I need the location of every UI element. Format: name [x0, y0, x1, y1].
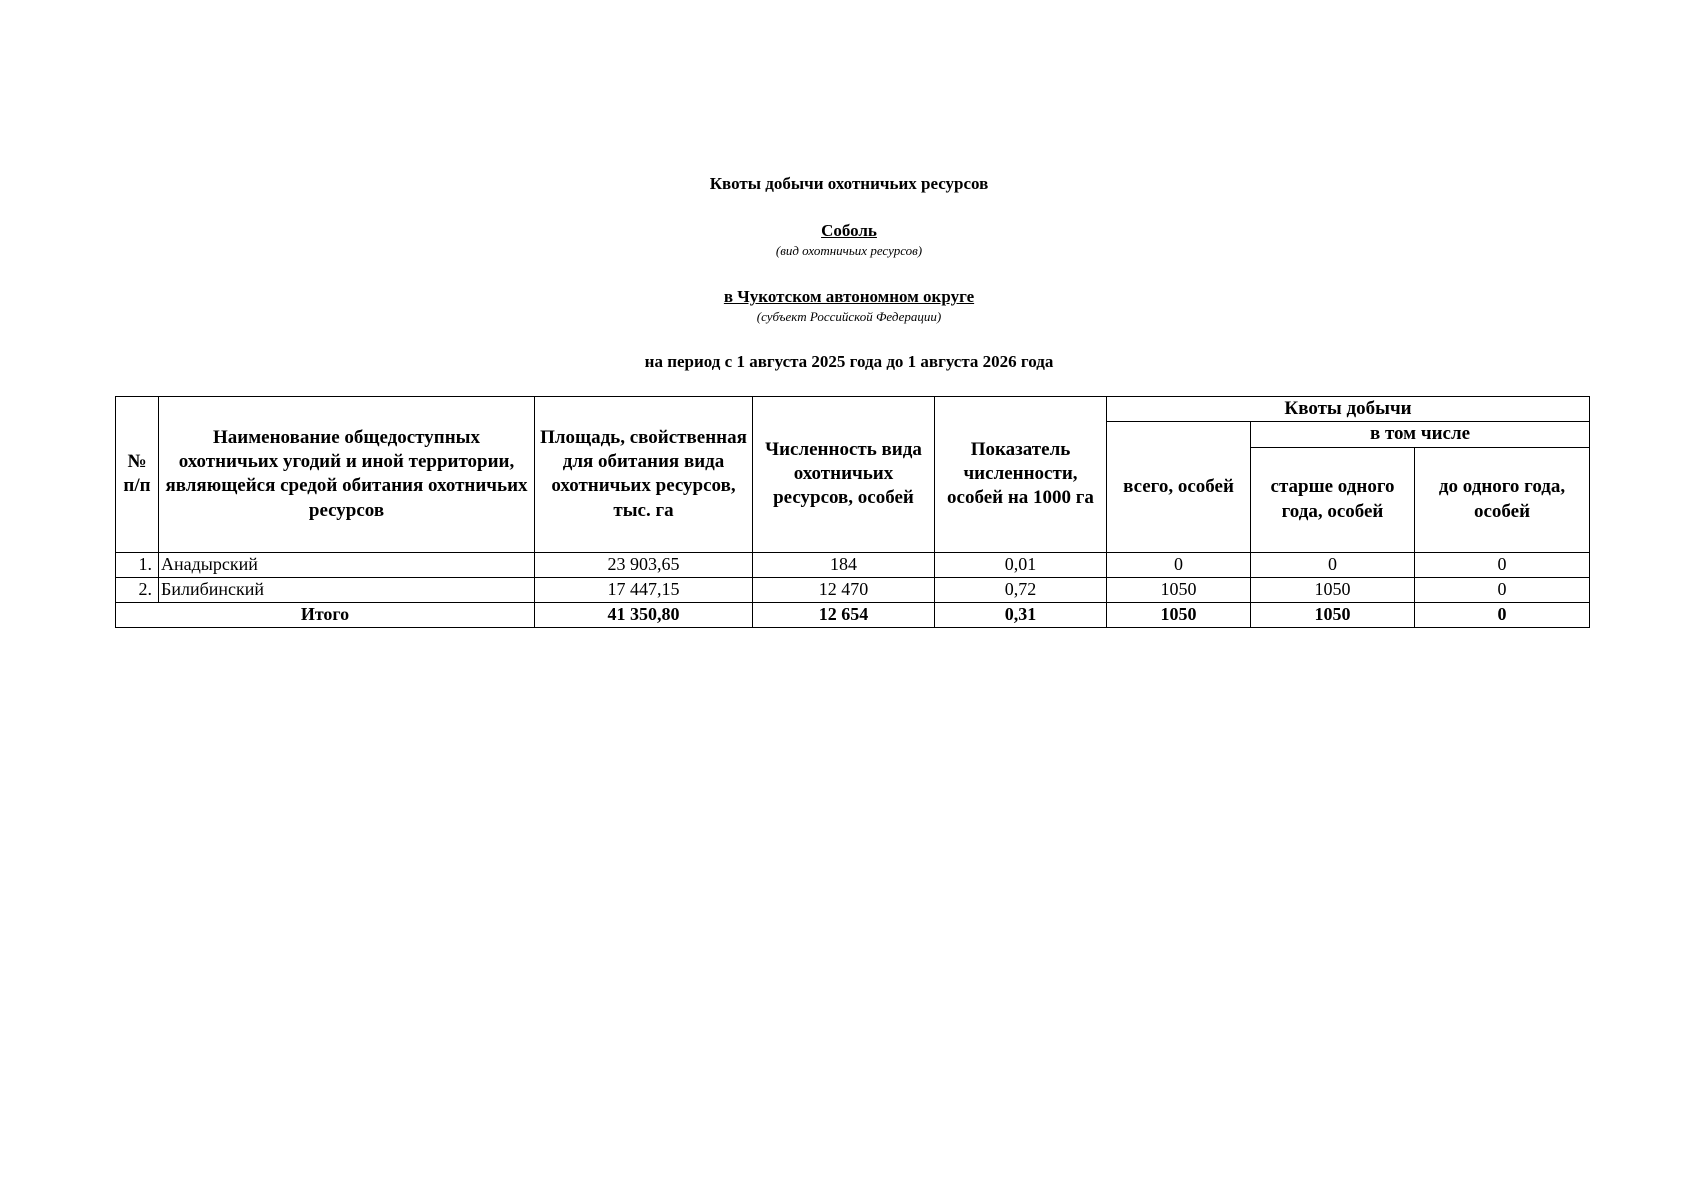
header-population: Численность вида охотничьих ресурсов, особей — [753, 397, 935, 553]
row-number: 1. — [116, 552, 159, 577]
total-younger: 0 — [1415, 602, 1590, 627]
header-quota-total: всего, особей — [1107, 422, 1251, 552]
row-number: 2. — [116, 577, 159, 602]
header-row — [116, 397, 1590, 422]
species-name: Соболь — [821, 221, 877, 240]
row-density: 0,72 — [935, 577, 1107, 602]
row-name: Анадырский — [159, 552, 535, 577]
document-title: Квоты добычи охотничьих ресурсов — [709, 174, 989, 193]
row-density: 0,01 — [935, 552, 1107, 577]
period-line: на период с 1 августа 2025 года до 1 августа 2026 года — [644, 352, 1054, 371]
header-quota: Квоты добычи — [1107, 397, 1590, 422]
total-density: 0,31 — [935, 602, 1107, 627]
region-caption: (субъект Российской Федерации) — [756, 309, 942, 324]
total-older: 1050 — [1251, 602, 1415, 627]
total-row — [116, 602, 1590, 627]
header-number: № п/п — [116, 397, 159, 553]
row-area: 23 903,65 — [535, 552, 753, 577]
total-label: Итого — [116, 602, 535, 627]
row-older: 1050 — [1251, 577, 1415, 602]
total-population: 12 654 — [753, 602, 935, 627]
header-density: Показатель численности, особей на 1000 га — [935, 397, 1107, 553]
species-caption: (вид охотничьих ресурсов) — [775, 243, 923, 258]
row-younger: 0 — [1415, 577, 1590, 602]
total-area: 41 350,80 — [535, 602, 753, 627]
header-older: старше одного года, особей — [1251, 447, 1415, 552]
row-younger: 0 — [1415, 552, 1590, 577]
header-including: в том числе — [1251, 422, 1590, 447]
row-population: 12 470 — [753, 577, 935, 602]
row-quota-total: 1050 — [1107, 577, 1251, 602]
quota-table — [115, 396, 1590, 628]
row-older: 0 — [1251, 552, 1415, 577]
total-quota-total: 1050 — [1107, 602, 1251, 627]
row-name: Билибинский — [159, 577, 535, 602]
header-name: Наименование общедоступных охотничьих угодий и иной территории, являющейся средой обитания охотничьих ресурсов — [159, 397, 535, 553]
row-quota-total: 0 — [1107, 552, 1251, 577]
row-population: 184 — [753, 552, 935, 577]
header-area: Площадь, свойственная для обитания вида охотничьих ресурсов, тыс. га — [535, 397, 753, 553]
region-name: в Чукотском автономном округе — [723, 287, 975, 306]
table-row — [116, 577, 1590, 602]
table-row — [116, 552, 1590, 577]
row-area: 17 447,15 — [535, 577, 753, 602]
header-younger: до одного года, особей — [1415, 447, 1590, 552]
